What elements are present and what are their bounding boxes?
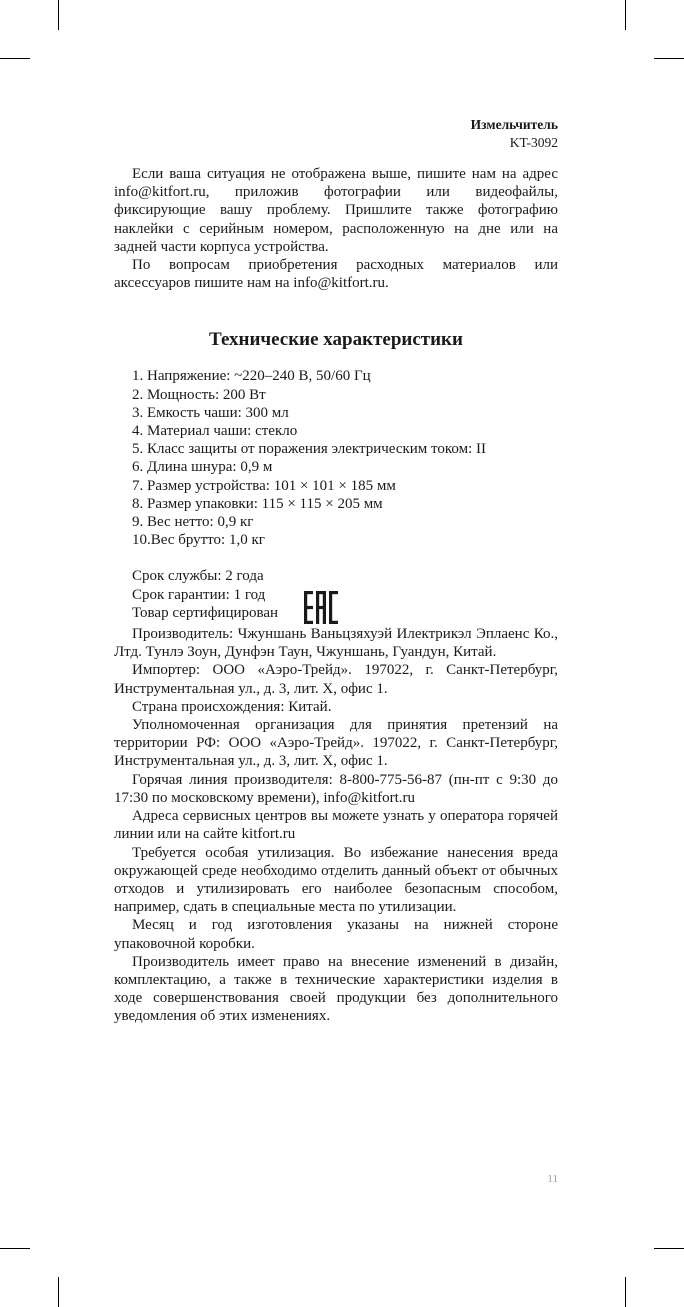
intro-paragraph: Если ваша ситуация не отображена выше, пишите нам на адрес info@kitfort.ru, приложив фотографии или видеофайлы, фиксирующие вашу проблему. Пришлите также фотографию наклейки с серийным номером, расположенную на дне или на задней части корпуса устройства. (114, 166, 558, 255)
spec-item: 8. Размер упаковки: 115 × 115 × 205 мм (132, 495, 383, 512)
country-of-origin: Страна происхождения: Китай. (132, 698, 332, 715)
disposal-info: Требуется особая утилизация. Во избежание нанесения вреда окружающей среде необходимо отделить данный объект от обычных отходов и утилизировать его наиболее безопасным способом, например, сдать в специальные места по утилизации. (114, 844, 558, 916)
product-name: Измельчитель (470, 117, 558, 132)
manufacturer-info: Производитель: Чжуншань Ваньцзяхуэй Илектрикэл Эплаенс Ко., Лтд. Тунлэ Зоун, Дунфэн Таун, Чжуншань, Гуандун, Китай. (114, 626, 558, 661)
changes-disclaimer: Производитель имеет право на внесение изменений в дизайн, комплектацию, а также в технические характеристики изделия в ходе совершенствования своей продукции без дополнительного уведомления об этих изменениях. (114, 953, 558, 1025)
crop-mark-left-bottom (0, 1248, 30, 1249)
manufacture-date-info: Месяц и год изготовления указаны на нижней стороне упаковочной коробки. (114, 917, 558, 952)
section-title: Технические характеристики (209, 329, 463, 351)
crop-mark-top-left (58, 0, 59, 30)
service-life: Срок службы: 2 года (132, 568, 264, 585)
spec-item: 4. Материал чаши: стекло (132, 423, 298, 440)
certification-note: Товар сертифицирован (132, 604, 279, 621)
service-block (114, 567, 558, 622)
spec-item: 9. Вес нетто: 0,9 кг (132, 514, 254, 531)
warranty-period: Срок гарантии: 1 год (132, 586, 266, 603)
crop-mark-right-top (654, 58, 684, 59)
page-header (471, 116, 558, 152)
model-number: KT-3092 (509, 135, 558, 150)
service-centers-info: Адреса сервисных центров вы можете узнать у оператора горячей линии или на сайте kitfort.ru (114, 808, 558, 843)
crop-mark-left-top (0, 58, 30, 59)
authorized-organization: Уполномоченная организация для принятия претензий на территории РФ: ООО «Аэро-Трейд». 197022, г. Санкт-Петербург, Инструментальная ул., д. 3, лит. Х, офис 1. (114, 717, 558, 770)
spec-item: 1. Напряжение: ~220–240 В, 50/60 Гц (132, 368, 371, 385)
info-section (114, 625, 558, 1025)
crop-mark-bottom-right (625, 1277, 626, 1307)
hotline-info: Горячая линия производителя: 8-800-775-56-87 (пн-пт с 9:30 до 17:30 по московскому времени), info@kitfort.ru (114, 771, 558, 806)
intro-paragraph: По вопросам приобретения расходных материалов или аксессуаров пишите нам на info@kitfort.ru. (114, 257, 558, 292)
main-content (114, 165, 558, 1026)
spec-item: 5. Класс защиты от поражения электрическим током: II (132, 441, 487, 458)
crop-mark-right-bottom (654, 1248, 684, 1249)
spec-item: 6. Длина шнура: 0,9 м (132, 459, 273, 476)
page-number: 11 (547, 1173, 558, 1185)
spec-item: 10.Вес брутто: 1,0 кг (132, 532, 265, 549)
spec-item: 7. Размер устройства: 101 × 101 × 185 мм (132, 477, 396, 494)
crop-mark-top-right (625, 0, 626, 30)
spec-item: 3. Емкость чаши: 300 мл (132, 404, 289, 421)
crop-mark-bottom-left (58, 1277, 59, 1307)
spec-item: 2. Мощность: 200 Вт (132, 386, 266, 403)
importer-info: Импортер: ООО «Аэро-Трейд». 197022, г. Санкт-Петербург, Инструментальная ул., д. 3, лит. Х, офис 1. (114, 662, 558, 697)
specs-list (114, 367, 558, 549)
eac-mark-icon (304, 591, 338, 624)
